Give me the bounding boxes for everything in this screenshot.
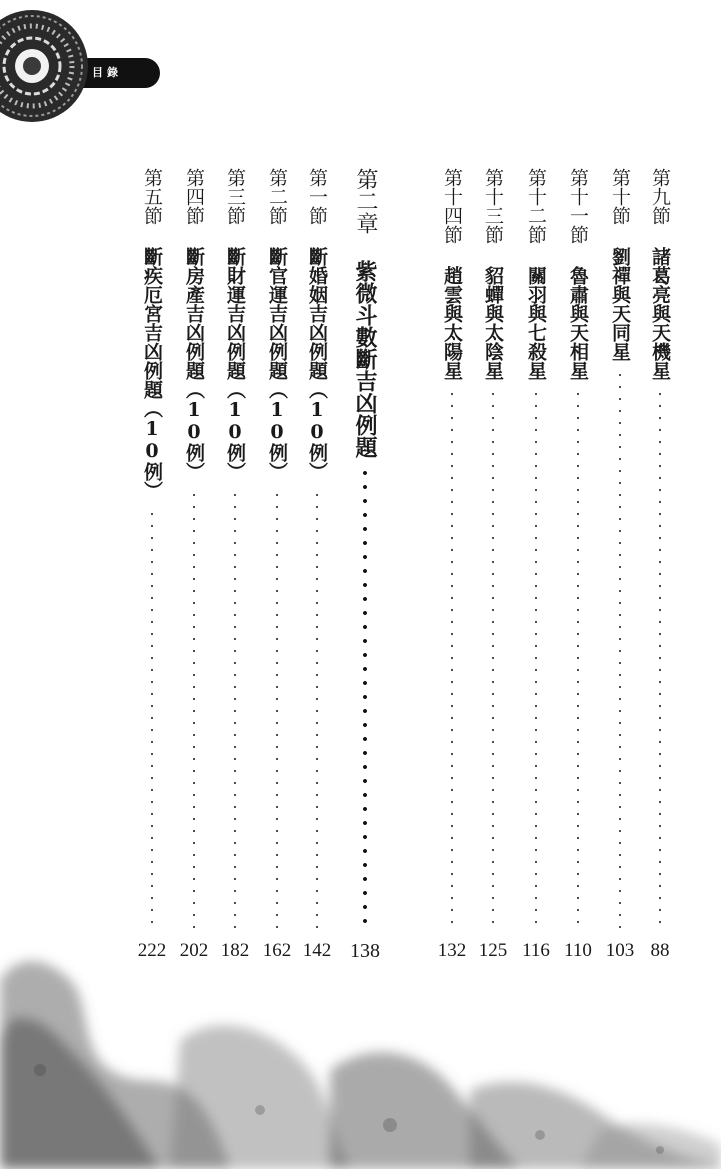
- dot-leader: [535, 388, 537, 928]
- toc-section-label: 第二節: [266, 168, 288, 225]
- toc-chapter-label: 第二章: [353, 168, 378, 234]
- dot-leader: [234, 489, 236, 928]
- toc-entry-title: 趙雲與太陽星: [441, 266, 463, 380]
- toc-page-number: 116: [522, 940, 550, 961]
- dot-leader: [316, 489, 318, 928]
- toc-page-number: 138: [350, 940, 380, 962]
- toc-page-number: 222: [137, 940, 167, 961]
- toc-page-number: 132: [437, 940, 467, 961]
- toc-entry-title: 諸葛亮與天機星: [649, 247, 671, 380]
- toc-page-number: 202: [179, 940, 209, 961]
- toc-page-number: 110: [564, 940, 592, 961]
- toc-section-label: 第十一節: [567, 168, 589, 244]
- dot-leader: [451, 388, 453, 928]
- toc-entry-title: 斷疾厄宮吉凶例題（10例）: [141, 247, 163, 500]
- toc-section-label: 第四節: [183, 168, 205, 225]
- toc-section-label: 第五節: [141, 168, 163, 225]
- dot-leader: [276, 489, 278, 928]
- dot-leader: [363, 466, 367, 928]
- toc-page-number: 88: [650, 940, 670, 961]
- toc-page-number: 142: [302, 940, 332, 961]
- header-label: 目錄: [92, 66, 122, 79]
- toc-section-label: 第十二節: [525, 168, 547, 244]
- toc-entry-title: 魯肅與天相星: [567, 266, 589, 380]
- toc-section-label: 第九節: [649, 168, 671, 225]
- toc-entry-title: 斷財運吉凶例題（10例）: [224, 247, 246, 481]
- toc-section-label: 第十節: [609, 168, 631, 225]
- toc-entry-title: 劉禪與天同星: [609, 247, 631, 361]
- toc-entry-title: 關羽與七殺星: [525, 266, 547, 380]
- toc-page-number: 103: [605, 940, 635, 961]
- coin-emblem-icon: [0, 6, 92, 126]
- dot-leader: [577, 388, 579, 928]
- ink-landscape-image: [0, 920, 721, 1169]
- dot-leader: [619, 369, 621, 928]
- dot-leader: [492, 388, 494, 928]
- toc-page-number: 125: [478, 940, 508, 961]
- toc-entry-title: 斷官運吉凶例題（10例）: [266, 247, 288, 481]
- toc-section-label: 第一節: [306, 168, 328, 225]
- toc-page-number: 182: [220, 940, 250, 961]
- toc-entry-title: 斷婚姻吉凶例題（10例）: [306, 247, 328, 481]
- toc-chapter-title: 紫微斗數斷吉凶例題: [352, 260, 378, 458]
- toc-section-label: 第十四節: [441, 168, 463, 244]
- dot-leader: [659, 388, 661, 928]
- toc-section-label: 第十三節: [482, 168, 504, 244]
- toc-entry-title: 斷房產吉凶例題（10例）: [183, 247, 205, 481]
- dot-leader: [151, 508, 153, 928]
- toc-section-label: 第三節: [224, 168, 246, 225]
- toc-entry-title: 貂蟬與太陰星: [482, 266, 504, 380]
- toc-page-number: 162: [262, 940, 292, 961]
- dot-leader: [193, 489, 195, 928]
